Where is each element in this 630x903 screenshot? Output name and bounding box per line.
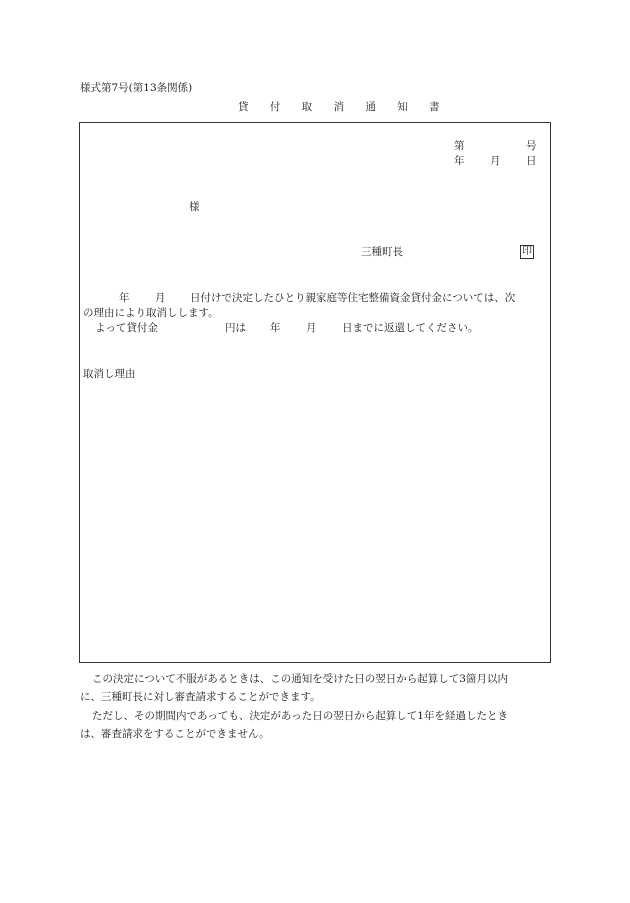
body-line3-prefix: よって貸付金	[95, 322, 158, 334]
document-title: 貸 付 取 消 通 知 書	[238, 101, 449, 113]
body-line1-text: 日付けで決定したひとり親家庭等住宅整備資金貸付金については、次	[190, 292, 516, 304]
form-number: 様式第7号(第13条関係)	[80, 82, 193, 94]
date-month: 月	[490, 155, 501, 167]
date-year: 年	[454, 155, 465, 167]
body-year: 年	[119, 292, 130, 304]
body-month: 月	[155, 292, 166, 304]
body-line3-year: 年	[270, 322, 281, 334]
note-1-line-2: に、三種町長に対し審査請求することができます。	[80, 691, 321, 703]
seal-mark	[520, 245, 534, 259]
issuer-name: 三種町長	[361, 246, 403, 258]
body-line3-text: 日までに返還してください。	[342, 322, 479, 334]
note-1-line-1: この決定について不服があるときは、この通知を受けた日の翌日から起算して3箇月以内	[92, 673, 508, 685]
addressee-suffix: 様	[189, 201, 200, 213]
note-2-line-1: ただし、その期間内であっても、決定があった日の翌日から起算して1年を経過したとき	[92, 710, 508, 722]
note-2-line-2: は、審査請求をすることができません。	[80, 728, 270, 740]
notice-box	[79, 122, 551, 663]
number-prefix: 第	[454, 140, 465, 152]
date-day: 日	[526, 155, 537, 167]
reason-label: 取消し理由	[83, 368, 136, 380]
body-line2: の理由により取消しします。	[83, 307, 219, 319]
body-line3-month: 月	[306, 322, 317, 334]
seal-label: 印	[522, 246, 532, 257]
number-suffix: 号	[526, 140, 537, 152]
body-line3-yen: 円は	[225, 322, 246, 334]
